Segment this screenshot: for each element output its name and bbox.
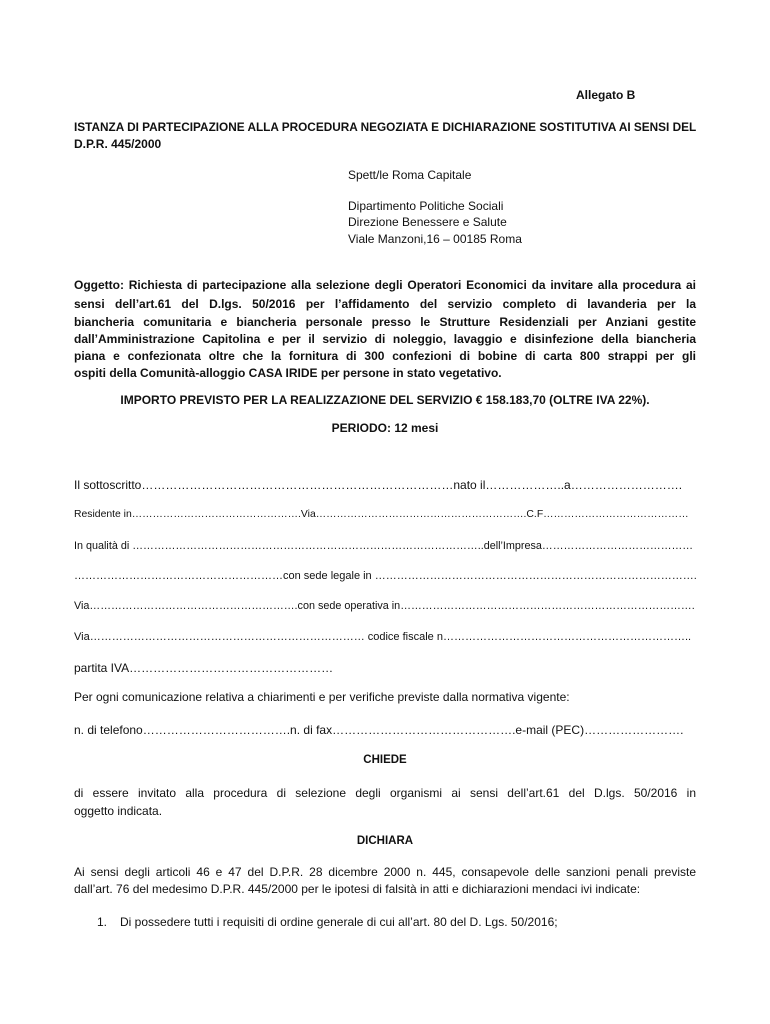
recipient-line2: Dipartimento Politiche Sociali (348, 199, 504, 213)
field-residente: Residente in………………………………………….Via…………………………………………………….C.F…………………………………… (74, 509, 689, 520)
chiede-heading: CHIEDE (363, 754, 407, 766)
field-codice-fiscale: Via………………………………………………………………… codice fiscale n………………………………………………………….. (74, 631, 692, 643)
periodo-line: PERIODO: 12 mesi (331, 421, 439, 435)
dichiara-line2: dall’art. 76 del medesimo D.P.R. 445/2000 per le ipotesi di falsità in atti e dichiarazioni mendaci ivi indicate: (74, 882, 641, 896)
oggetto-line3: biancheria comunitaria e biancheria personale presso le Strutture Residenziali per Anziani gestite (74, 315, 696, 329)
field-sottoscritto: Il sottoscritto……………………………………………………………………nato il………………..a………………………. (74, 478, 683, 492)
oggetto-line2: sensi dell’art.61 del D.lgs. 50/2016 per l’affidamento del servizio completo di lavanderia per la (74, 297, 696, 311)
dichiara-line1: Ai sensi degli articoli 46 e 47 del D.P.R. 28 dicembre 2000 n. 445, consapevole delle sanzioni penali previste (74, 865, 696, 879)
chiede-line2: oggetto indicata. (74, 804, 163, 818)
dichiara-heading: DICHIARA (356, 835, 414, 847)
oggetto-line6: ospiti della Comunità-alloggio CASA IRIDE per persone in stato vegetativo. (74, 366, 502, 380)
field-partita-iva: partita IVA…………………………………………… (74, 661, 334, 675)
recipient-line4: Viale Manzoni,16 – 00185 Roma (348, 232, 522, 246)
oggetto-line5: piana e confezionata oltre che la fornitura di 300 confezioni di bobine di carta 800 strappi per gli (74, 349, 696, 363)
allegato-label: Allegato B (576, 88, 636, 102)
chiede-line1: di essere invitato alla procedura di selezione degli organismi ai sensi dell’art.61 del D.lgs. 50/2016 in (74, 786, 696, 800)
field-qualita: In qualità di ……………………………………………………………………………………..dell’Impresa…………………………………… (74, 540, 694, 552)
oggetto-line4: dall’Amministrazione Capitolina e per il servizio di noleggio, lavaggio e disinfezione della biancheria (74, 332, 696, 346)
list-item-number: 1. (97, 915, 108, 929)
document-title-line1: ISTANZA DI PARTECIPAZIONE ALLA PROCEDURA NEGOZIATA E DICHIARAZIONE SOSTITUTIVA AI SENSI DEL (74, 120, 697, 134)
comunicazione-note: Per ogni comunicazione relativa a chiarimenti e per verifiche previste dalla normativa vigente: (74, 690, 570, 704)
oggetto-line1: Oggetto: Richiesta di partecipazione alla selezione degli Operatori Economici da invitare alla procedura ai (74, 278, 696, 292)
list-item-text: Di possedere tutti i requisiti di ordine generale di cui all’art. 80 del D. Lgs. 50/2016; (120, 915, 558, 929)
document-title-line2: D.P.R. 445/2000 (74, 137, 162, 151)
field-sede-operativa: Via………………………………………………….con sede operativa in………………………………………………………………………. (74, 600, 695, 612)
field-contatti: n. di telefono……………………………….n. di fax……………………………………….e-mail (PEC)……………………. (74, 723, 684, 737)
recipient-line3: Direzione Benessere e Salute (348, 215, 507, 229)
importo-line: IMPORTO PREVISTO PER LA REALIZZAZIONE DEL SERVIZIO € 158.183,70 (OLTRE IVA 22%). (120, 393, 650, 407)
field-sede-legale: …………………………………………………con sede legale in ……………………………………………………………………………. (74, 570, 697, 582)
recipient-line1: Spett/le Roma Capitale (348, 168, 472, 182)
